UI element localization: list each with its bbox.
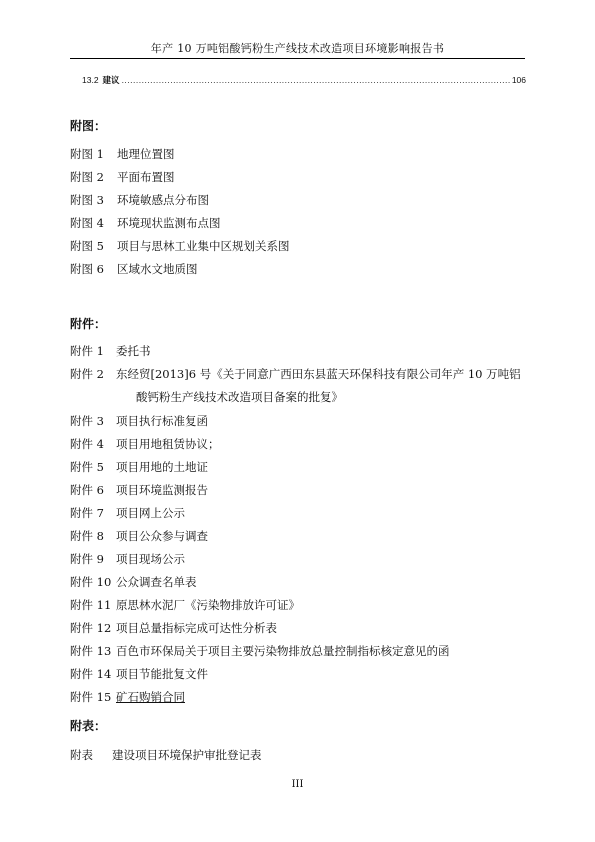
figures-heading: 附图： [70,119,107,133]
attachment-label: 附件 13 [70,644,112,658]
attachment-title: 百色市环保局关于项目主要污染物排放总量控制指标核定意见的函 [116,644,450,658]
tables-heading: 附表： [70,719,107,733]
table-title: 建设项目环境保护审批登记表 [112,748,262,762]
attachment-label: 附件 10 [70,575,112,589]
figure-item [70,192,209,208]
attachments-heading: 附件： [70,317,107,331]
attachment-item [70,482,208,498]
figure-item [70,169,175,185]
attachment-item [70,643,450,659]
figure-label: 附图 6 [70,262,104,276]
figure-title: 环境敏感点分布图 [117,193,209,207]
attachment-item [70,666,208,682]
attachment-label: 附件 3 [70,414,104,428]
attachment-title: 委托书 [116,344,151,358]
figure-item [70,215,221,231]
figure-item [70,261,198,277]
attachment-title: 项目网上公示 [116,506,185,520]
attachment-item [70,551,185,567]
figure-label: 附图 4 [70,216,104,230]
attachment-title: 项目执行标准复函 [116,414,208,428]
attachment-title: 项目环境监测报告 [116,483,208,497]
figure-title: 项目与思林工业集中区规划关系图 [117,239,290,253]
attachment-label: 附件 9 [70,552,104,566]
attachment-title: 项目总量指标完成可达性分析表 [116,621,277,635]
table-label: 附表 [70,748,93,762]
attachment-item [70,505,185,521]
figure-item [70,238,290,254]
figure-title: 地理位置图 [117,147,175,161]
attachment-title: 矿石购销合同 [116,690,185,704]
attachment-label: 附件 8 [70,529,104,543]
attachment-item [70,413,208,429]
attachment-title: 项目用地租赁协议； [116,437,220,451]
toc-entry-title: 建议 [102,75,120,85]
attachment-label: 附件 11 [70,598,112,612]
attachment-title: 项目现场公示 [116,552,185,566]
attachment-title: 项目节能批复文件 [116,667,208,681]
attachment-label: 附件 1 [70,344,104,358]
attachment-label: 附件 2 [70,367,104,381]
table-item [70,747,262,763]
figure-item [70,146,175,162]
attachment-item [70,528,208,544]
attachment-title: 原思林水泥厂《污染物排放许可证》 [116,598,300,612]
attachment-item [70,366,521,382]
figure-label: 附图 5 [70,239,104,253]
running-header: 年产 10 万吨铝酸钙粉生产线技术改造项目环境影响报告书 [150,42,445,55]
attachment-item [70,574,197,590]
toc-entry-number: 13.2 [82,75,99,85]
attachment-item [70,597,300,613]
toc-entry[interactable] [82,74,526,86]
attachment-item [70,459,208,475]
attachment-label: 附件 15 [70,690,112,704]
attachment-title: 公众调查名单表 [116,575,197,589]
toc-leader-dots [122,75,510,85]
page-number: III [291,779,304,790]
attachment-label: 附件 7 [70,506,104,520]
attachment-item [70,343,151,359]
attachment-title-continuation: 酸钙粉生产线技术改造项目备案的批复》 [136,390,343,404]
figure-title: 平面布置图 [117,170,175,184]
attachment-item [70,436,220,452]
figure-label: 附图 1 [70,147,104,161]
figure-title: 环境现状监测布点图 [117,216,221,230]
figure-title: 区域水文地质图 [117,262,198,276]
figure-label: 附图 3 [70,193,104,207]
attachment-label: 附件 6 [70,483,104,497]
attachment-title: 项目公众参与调查 [116,529,208,543]
attachment-label: 附件 4 [70,437,104,451]
attachment-title: 东经贸[2013]6 号《关于同意广西田东县蓝天环保科技有限公司年产 10 万吨铝 [116,367,521,381]
figure-label: 附图 2 [70,170,104,184]
toc-entry-page: 106 [511,75,526,85]
header-rule [70,58,525,59]
attachment-item [70,689,185,705]
attachment-label: 附件 14 [70,667,112,681]
attachment-label: 附件 12 [70,621,112,635]
attachment-label: 附件 5 [70,460,104,474]
attachment-item [70,620,277,636]
attachment-title: 项目用地的土地证 [116,460,208,474]
